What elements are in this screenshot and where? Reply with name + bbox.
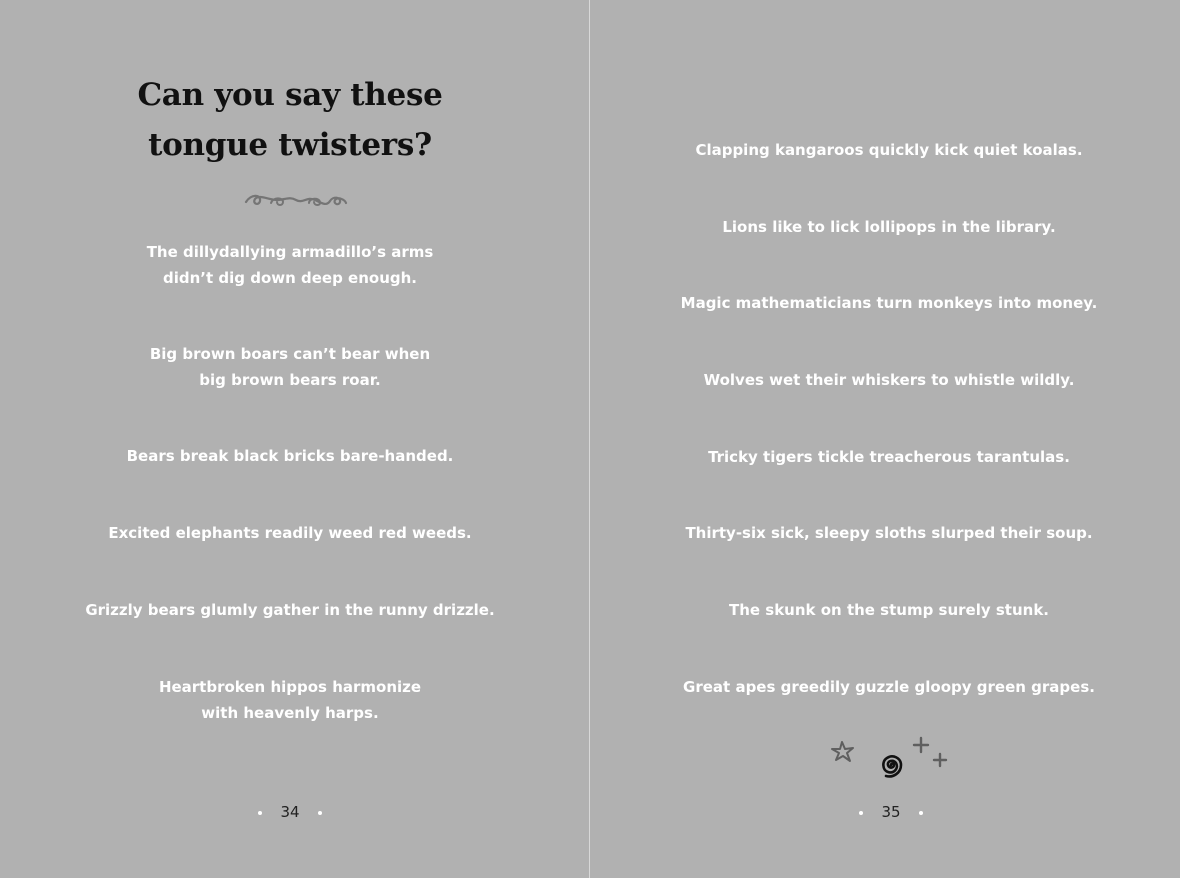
doodle-group xyxy=(830,732,950,784)
swirl-flourish-icon xyxy=(243,188,349,212)
twister-line: Wolves wet their whiskers to whistle wildly. xyxy=(703,371,1075,389)
star-doodle-icon xyxy=(832,742,853,761)
twister-line: with heavenly harps. xyxy=(201,704,379,722)
title-line-1: Can you say these xyxy=(137,77,443,113)
spiral-doodle-icon xyxy=(883,756,901,776)
twister-5 xyxy=(0,597,580,623)
page-number-dot xyxy=(318,811,322,815)
twister-6 xyxy=(0,674,580,726)
twister-12 xyxy=(590,520,1180,546)
twister-line: Magic mathematicians turn monkeys into money. xyxy=(680,294,1098,312)
twister-line: Clapping kangaroos quickly kick quiet koalas. xyxy=(695,141,1083,159)
twister-13 xyxy=(590,597,1180,623)
twister-line: Excited elephants readily weed red weeds. xyxy=(108,524,472,542)
right-page xyxy=(590,0,1179,878)
twister-14 xyxy=(590,674,1180,700)
twister-4 xyxy=(0,520,580,546)
sparkle-plus-icon xyxy=(914,738,946,766)
twister-line: Heartbroken hippos harmonize xyxy=(158,678,422,696)
twister-line: Tricky tigers tickle treacherous tarantulas. xyxy=(708,448,1070,466)
twister-1 xyxy=(0,239,580,291)
twister-line: Lions like to lick lollipops in the library. xyxy=(722,218,1056,236)
page-number: 34 xyxy=(280,803,300,821)
twister-line: Thirty-six sick, sleepy sloths slurped their soup. xyxy=(685,524,1093,542)
title-line-2: tongue twisters? xyxy=(148,127,432,163)
page-number: 35 xyxy=(881,803,901,821)
twister-line: Big brown boars can’t bear when xyxy=(149,345,431,363)
twister-3 xyxy=(0,443,580,469)
twister-11 xyxy=(590,444,1180,470)
twister-10 xyxy=(590,367,1180,393)
twister-line: The dillydallying armadillo’s arms xyxy=(146,243,434,261)
page-title xyxy=(0,70,580,170)
twister-7 xyxy=(590,137,1180,163)
twister-line: The skunk on the stump surely stunk. xyxy=(728,601,1050,619)
twister-line: Bears break black bricks bare-handed. xyxy=(126,447,454,465)
twister-line: Grizzly bears glumly gather in the runny drizzle. xyxy=(85,601,495,619)
twister-line: didn’t dig down deep enough. xyxy=(162,269,418,287)
twister-line: Great apes greedily guzzle gloopy green grapes. xyxy=(683,678,1095,696)
twister-2 xyxy=(0,341,580,393)
twister-8 xyxy=(590,214,1180,240)
twister-9 xyxy=(590,290,1180,316)
twister-line: big brown bears roar. xyxy=(199,371,381,389)
page-number-dot xyxy=(919,811,923,815)
left-page xyxy=(0,0,589,878)
